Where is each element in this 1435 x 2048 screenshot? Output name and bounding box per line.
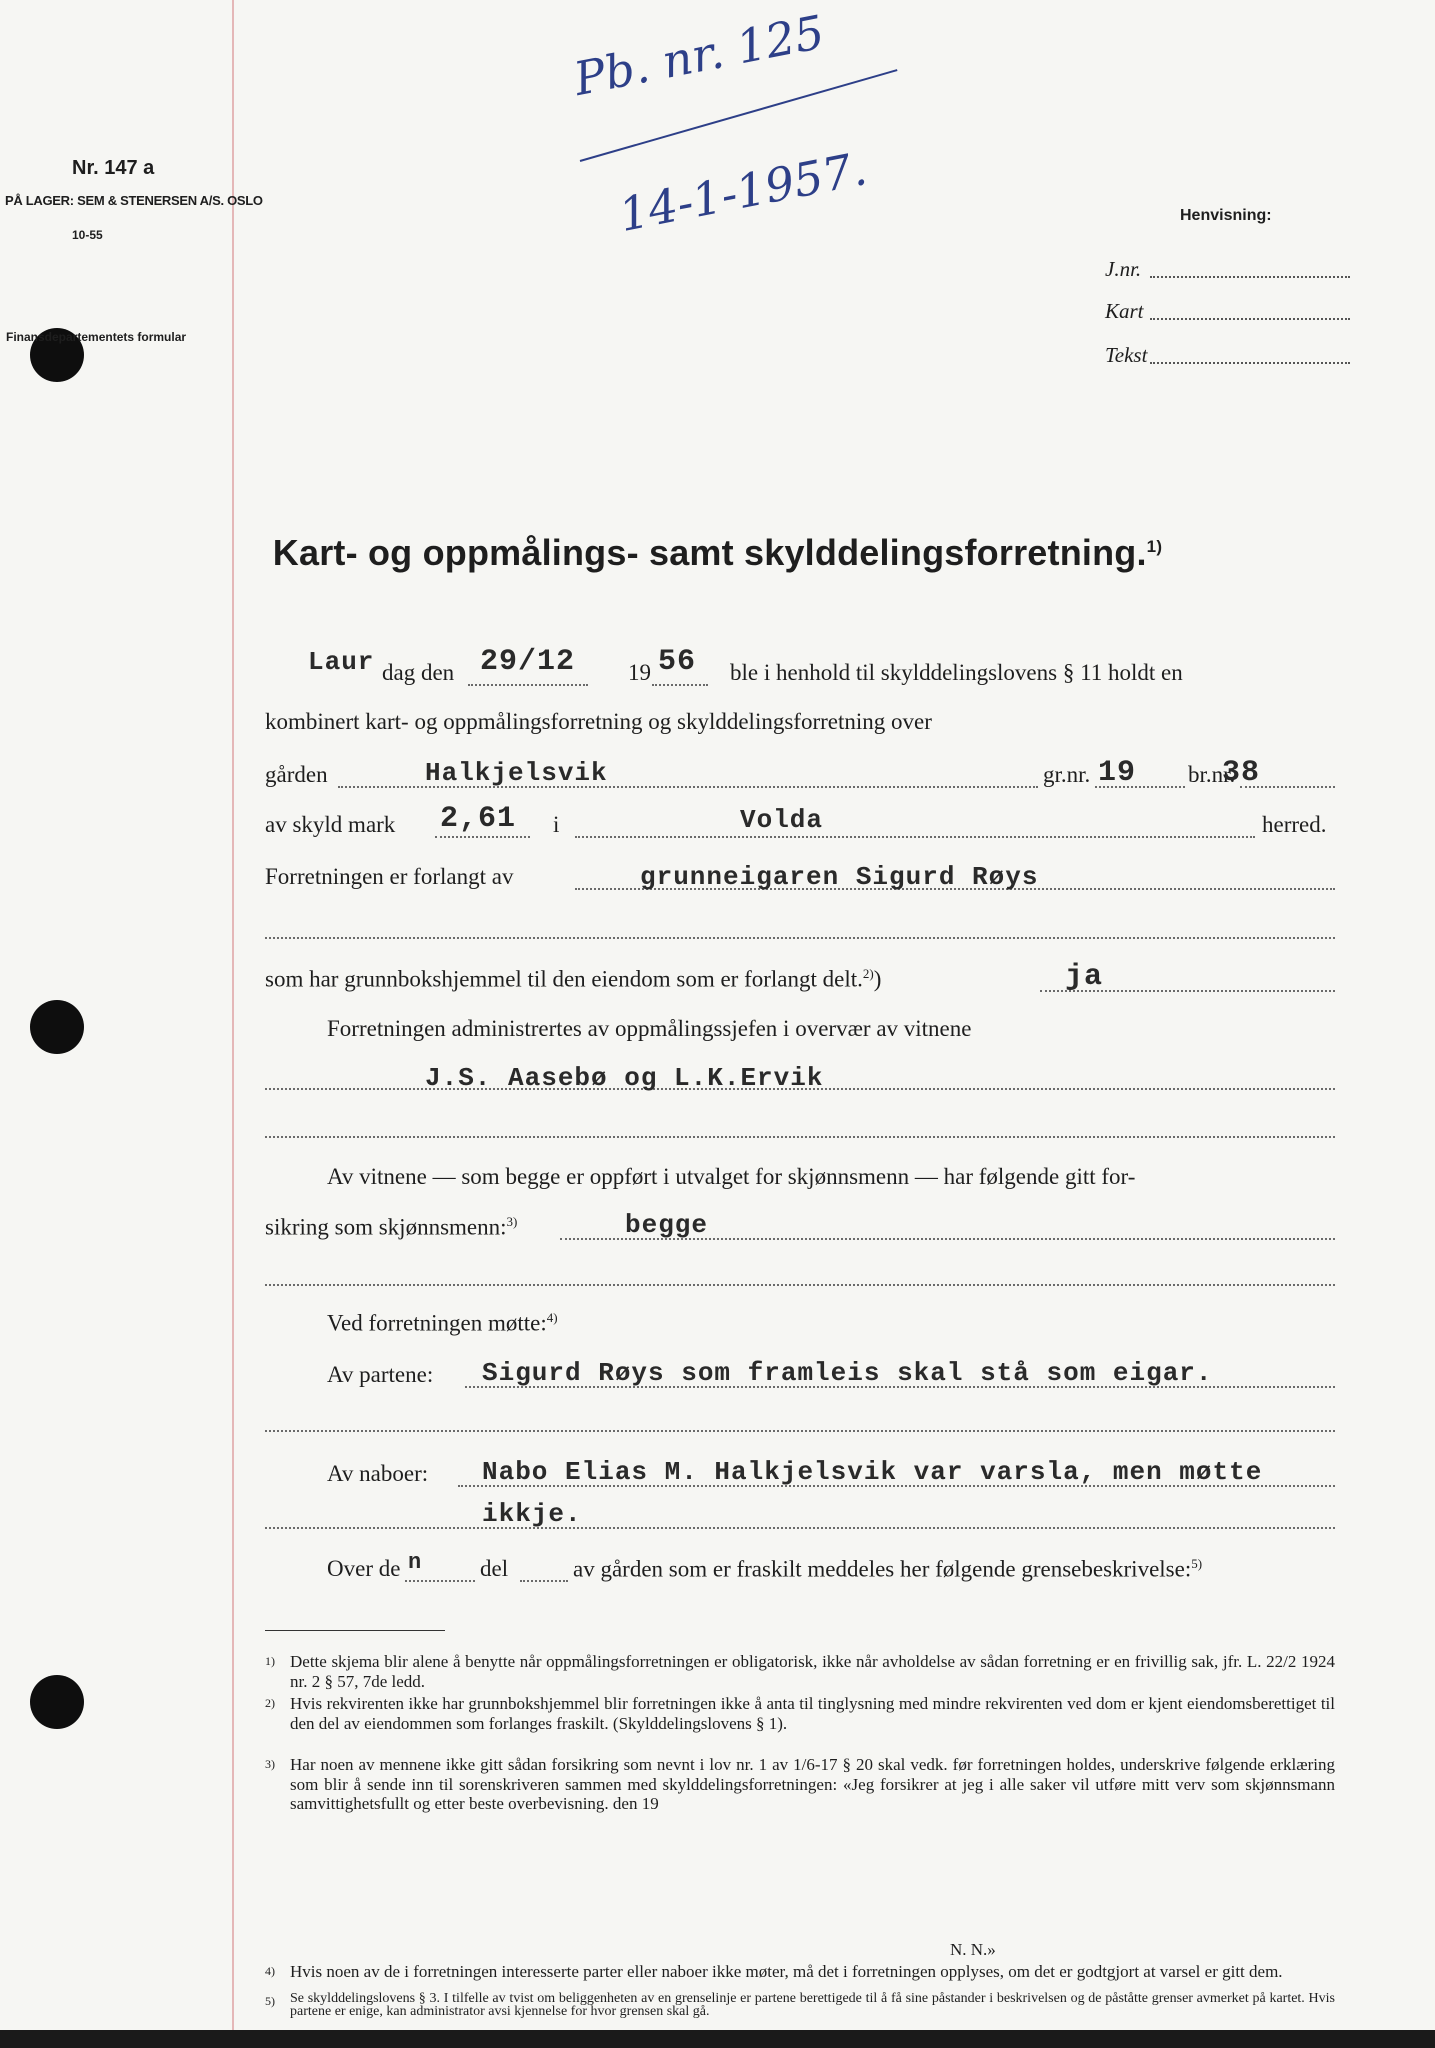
line14-over: Over de xyxy=(327,1556,401,1581)
line4-herred: herred. xyxy=(1262,812,1327,837)
reference-tekst-label: Tekst xyxy=(1105,343,1148,367)
reference-kart xyxy=(1105,298,1350,326)
blank-line-3 xyxy=(265,1284,1335,1286)
line3-brnr-label: br.nr. xyxy=(1188,762,1236,787)
form-stock-note: PÅ LAGER: SEM & STENERSEN A/S. OSLO xyxy=(5,193,263,208)
field-neighbours-1: Nabo Elias M. Halkjelsvik var varsla, men møtte xyxy=(482,1457,1263,1487)
footnote-5: 5) Se skylddelingslovens § 3. I tilfelle av tvist om beliggenheten av en grenselinje er partene berettigede til å få sine påstander i beskrivelsen og de påståtte grenser avmerket på kartet. Hvis partene er enige, kan administrator avsi kjennelse for hvor grensen skal gå. xyxy=(265,1992,1335,2030)
footnote-rule xyxy=(265,1630,445,1631)
field-year: 56 xyxy=(658,645,697,679)
document-title xyxy=(0,532,1435,574)
field-municipality: Volda xyxy=(740,805,824,835)
handwritten-date: 14-1-1957. xyxy=(614,141,871,242)
field-assurance: begge xyxy=(625,1210,709,1240)
line9-text: Av vitnene — som begge er oppført i utvalget for skjønnsmenn — har følgende gitt for- xyxy=(327,1164,1136,1189)
line6-text: som har grunnbokshjemmel til den eiendom som er forlangt delt.$^{2)}$) xyxy=(265,966,882,992)
field-br-nr: 38 xyxy=(1222,756,1261,790)
form-number: Nr. 147 a xyxy=(72,157,155,179)
line13-label: Av naboer: xyxy=(327,1461,429,1486)
line3-grnr-label: gr.nr. xyxy=(1043,762,1091,787)
field-date: 29/12 xyxy=(480,645,576,679)
field-requester: grunneigaren Sigurd Røys xyxy=(640,862,1039,892)
reference-label: Henvisning: xyxy=(1180,207,1272,224)
field-farm-name: Halkjelsvik xyxy=(425,758,608,788)
field-skyld-mark: 2,61 xyxy=(440,802,517,836)
blank-line-4 xyxy=(265,1430,1335,1432)
footnote-2: 2) Hvis rekvirenten ikke har grunnbokshjemmel blir forretningen ikke å anta til tinglysning med mindre rekvirenten ved dom er kjent eiendomsberettiget til den del av eiendommen som forlanges fraskilt. (Skylddelingslovens § 1). xyxy=(265,1694,1335,1733)
form-department: Finansdepartementets formular xyxy=(6,330,187,344)
reference-jnr-label: J.nr. xyxy=(1105,257,1142,281)
handwritten-reference: Pb. nr. 125 xyxy=(569,4,829,106)
line11-note: 4) xyxy=(546,1310,558,1325)
reference-tekst xyxy=(1105,342,1350,370)
line14-note: 5) xyxy=(1191,1556,1203,1571)
line7-text: Forretningen administrertes av oppmålingssjefen i overvær av vitnene xyxy=(327,1016,972,1041)
title-footnote-ref: 1) xyxy=(1146,537,1163,556)
document-title-text: Kart- og oppmålings- samt skylddelingsforretning. xyxy=(272,532,1147,573)
line6-main-text: som har grunnbokshjemmel til den eiendom som er forlangt delt. xyxy=(265,966,863,992)
footnote-3: 3) Har noen av mennene ikke gitt sådan forsikring som nevnt i lov nr. 1 av 1/6-17 § 20 skal vedk. før forretningen holdes, underskrive følgende erklæring som blir å sende inn til sorenskriveren sammen med skylddelingsforretningen: «Jeg forsikrer at jeg i alle saker vil utføre mitt verv som skjønnsmann samvittighetsfullt og etter beste overbevisning. den 19 xyxy=(265,1755,1335,1813)
line1-dag-den: dag den xyxy=(382,660,455,685)
line14-del: del xyxy=(480,1556,509,1581)
reference-jnr xyxy=(1105,256,1350,284)
line4-skyld: av skyld mark xyxy=(265,812,396,837)
line6-note: 2) xyxy=(862,966,874,981)
field-den-suffix: n xyxy=(408,1550,423,1575)
line1-century: 19 xyxy=(628,660,651,685)
punch-hole-bottom xyxy=(30,1675,84,1729)
footnote-1: 1) Dette skjema blir alene å benytte når oppmålingsforretningen er obligatorisk, ikke når avholdelse av sådan forretning er en frivillig sak, jfr. L. 22/2 1924 nr. 2 § 57, 7de ledd. xyxy=(265,1652,1335,1691)
scan-edge xyxy=(0,2030,1435,2048)
line10-main-text: sikring som skjønnsmenn: xyxy=(265,1214,507,1240)
line14-text xyxy=(573,1556,1202,1583)
line1-text: ble i henhold til skylddelingslovens § 11 holdt en xyxy=(730,660,1183,685)
line2-text: kombinert kart- og oppmålingsforretning og skylddelingsforretning over xyxy=(265,709,932,734)
line12-label: Av partene: xyxy=(327,1362,434,1387)
blank-line-2 xyxy=(265,1136,1335,1138)
field-place: Laur xyxy=(308,647,375,677)
line3-garden: gården xyxy=(265,762,328,787)
footnote-signature: N. N.» xyxy=(950,1940,996,1959)
line5-text: Forretningen er forlangt av xyxy=(265,864,514,889)
margin-line xyxy=(232,0,234,2048)
line14-main-text: av gården som er fraskilt meddeles her følgende grensebeskrivelse: xyxy=(573,1556,1192,1582)
punch-hole-middle xyxy=(30,1000,84,1054)
reference-kart-label: Kart xyxy=(1105,299,1144,323)
field-grunnbokshjemmel: ja xyxy=(1065,960,1104,994)
field-gr-nr: 19 xyxy=(1098,756,1137,790)
line11-main-text: Ved forretningen møtte: xyxy=(327,1310,547,1336)
line4-i: i xyxy=(553,812,560,837)
field-witnesses: J.S. Aasebø og L.K.Ervik xyxy=(425,1063,824,1093)
field-parties: Sigurd Røys som framleis skal stå som eigar. xyxy=(482,1358,1213,1388)
line10-text xyxy=(265,1214,517,1241)
field-neighbours-2: ikkje. xyxy=(482,1499,582,1529)
form-print-date: 10-55 xyxy=(72,228,103,242)
line10-note: 3) xyxy=(506,1214,518,1229)
blank-line-1 xyxy=(265,937,1335,939)
footnote-4: 4) Hvis noen av de i forretningen interesserte parter eller naboer ikke møter, må det i forretningen opplyses, om det er godtgjort at varsel er gitt dem. xyxy=(265,1962,1283,1981)
line11-text xyxy=(327,1310,558,1337)
